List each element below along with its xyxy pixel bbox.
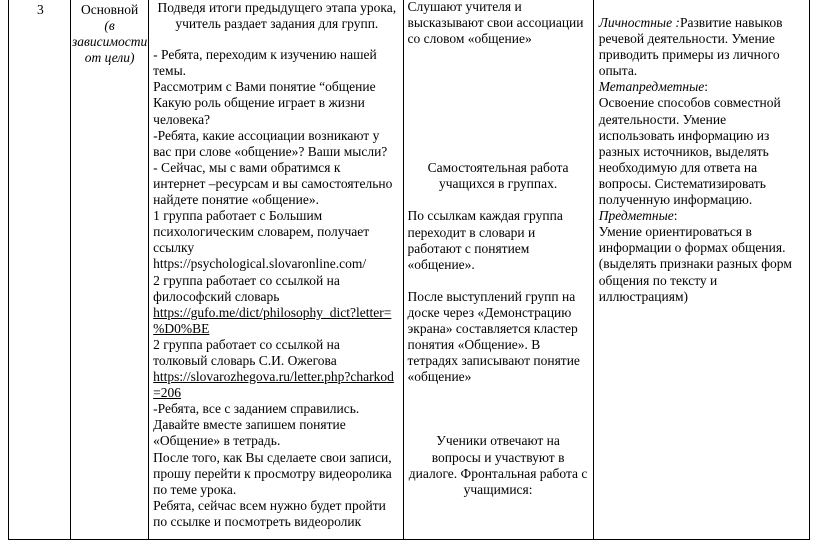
teacher-line: «Общение» в тетрадь. (153, 433, 281, 449)
teacher-line: интернет –ресурсам и вы самостоятельно (153, 175, 393, 191)
students-line: учащимися: (463, 481, 533, 497)
teacher-line: Ребята, сейчас всем нужно будет пройти (153, 497, 386, 513)
students-line: тетрадях записывают понятие (407, 353, 580, 369)
stage-note-3: от цели) (84, 50, 135, 66)
students-line: После выступлений групп на (407, 288, 576, 304)
meta-label: Метапредметные (598, 79, 705, 95)
results-line: деятельности. Умение (598, 111, 727, 127)
students-line: Самостоятельная работа (427, 160, 569, 176)
teacher-line: ссылку (153, 240, 195, 256)
row-number: 3 (37, 2, 44, 17)
students-line: диалоге. Фронтальная работа с (408, 465, 588, 481)
ozhegov-dictionary-link-cont[interactable]: =206 (153, 385, 182, 401)
teacher-line: человека? (153, 111, 211, 127)
stage-note-2: зависимости (71, 34, 148, 50)
results-line: информации о формах общения. (598, 240, 786, 256)
teacher-line: прошу перейти к просмотру видеоролика (153, 465, 392, 481)
teacher-line: психологическим словарем, получает (153, 224, 370, 240)
teacher-line: по ссылке и посмотреть видеоролик (153, 513, 362, 529)
personal-label: Личностные : (598, 15, 680, 30)
teacher-activity-cell (149, 0, 404, 540)
teacher-line: 2 группа работает со ссылкой на (153, 336, 340, 352)
teacher-line: -Ребята, все с заданием справились. (153, 401, 360, 417)
results-line: Умение ориентироваться в (598, 224, 752, 240)
philosophy-dictionary-link-cont[interactable]: %D0%BE (153, 320, 210, 336)
teacher-line: 1 группа работает с Большим (153, 208, 323, 224)
results-line: разных источников, выделять (598, 143, 769, 159)
stage-name: Основной (80, 2, 139, 17)
students-line: понятия «Общение». В (407, 337, 541, 353)
teacher-line: вас при слове «общение»? Ваши мысли? (153, 143, 388, 159)
lesson-plan-table (8, 0, 810, 540)
students-line: вопросы и участвуют в (431, 449, 565, 465)
students-line: переходит в словари и (407, 224, 536, 240)
ozhegov-dictionary-link[interactable]: https://slovarozhegova.ru/letter.php?charkod (153, 369, 394, 385)
table-row (9, 0, 810, 540)
results-line: полученную информацию. (598, 192, 753, 208)
teacher-line: - Сейчас, мы с вами обратимся к (153, 159, 341, 175)
results-line: вопросы. Систематизировать (598, 175, 766, 191)
teacher-line: 2 группа работает со ссылкой на (153, 272, 340, 288)
results-line: опыта. (598, 63, 638, 79)
results-line: использовать информацию из (598, 127, 770, 143)
teacher-line: темы. (153, 63, 187, 79)
teacher-line: Рассмотрим с Вами понятие “общение (153, 79, 376, 95)
results-line: приводить примеры из личного (598, 47, 780, 63)
students-line: «общение». (407, 256, 475, 272)
results-line: речевой деятельности. Умение (598, 31, 775, 47)
students-line: со словом «общение» (407, 31, 532, 47)
results-line: необходимую для ответа на (598, 159, 758, 175)
students-line: работают с понятием (407, 240, 530, 256)
teacher-intro-2: учитель раздает задания для групп. (175, 16, 379, 32)
results-line: общения по тексту и (598, 272, 718, 288)
results-line: иллюстрациям) (598, 288, 688, 304)
students-line: Ученики отвечают на (436, 433, 560, 449)
philosophy-dictionary-link[interactable]: https://gufo.me/dict/philosophy_dict?letter= (153, 304, 392, 320)
students-line: доске через «Демонстрацию (407, 304, 572, 320)
students-line: По ссылкам каждая группа (407, 208, 563, 224)
stage-cell (71, 0, 149, 540)
teacher-line: по теме урока. (153, 481, 237, 497)
students-line: Слушают учителя и (407, 0, 522, 14)
teacher-line: найдете понятие «общение». (153, 192, 319, 208)
teacher-line: - Ребята, переходим к изучению нашей (153, 47, 377, 63)
students-line: высказывают свои ассоциации (407, 15, 584, 31)
results-cell: Личностные :Развитие навыков речевой деятельности. Умение приводить примеры из личного опыта. Метапредметные: Освоение способов совместной деятельности. Умение использовать информацию из разных источников, выделять необходимую для ответа на вопросы. Систематизировать полученную информацию. Предметные: Умение ориентироваться в информации о формах общения. (выделять признаки разных форм общения по тексту и иллюстрациям) (593, 0, 809, 540)
results-line: (выделять признаки разных форм (598, 256, 792, 272)
teacher-line: После того, как Вы сделаете свои записи, (153, 449, 392, 465)
subject-label: Предметные (598, 208, 674, 224)
psychology-dictionary-url: https://psychological.slovaronline.com/ (153, 256, 367, 272)
results-line: Освоение способов совместной (598, 95, 781, 111)
students-line: экрана» составляется кластер (407, 321, 578, 337)
teacher-line: -Ребята, какие ассоциации возникают у (153, 127, 380, 143)
students-line: «общение» (407, 369, 472, 385)
teacher-intro-1: Подведя итоги предыдущего этапа урока, (157, 0, 397, 15)
students-line: учащихся в группах. (438, 176, 558, 192)
results-line: Развитие навыков (679, 15, 783, 30)
teacher-line: Давайте вместе запишем понятие (153, 417, 346, 433)
teacher-line: философский словарь (153, 288, 280, 304)
students-activity-cell (404, 0, 593, 540)
row-number-cell (9, 0, 71, 540)
stage-note-1: (в (104, 18, 115, 34)
teacher-line: толковый словарь С.И. Ожегова (153, 352, 337, 368)
teacher-line: Какую роль общение играет в жизни (153, 95, 365, 111)
